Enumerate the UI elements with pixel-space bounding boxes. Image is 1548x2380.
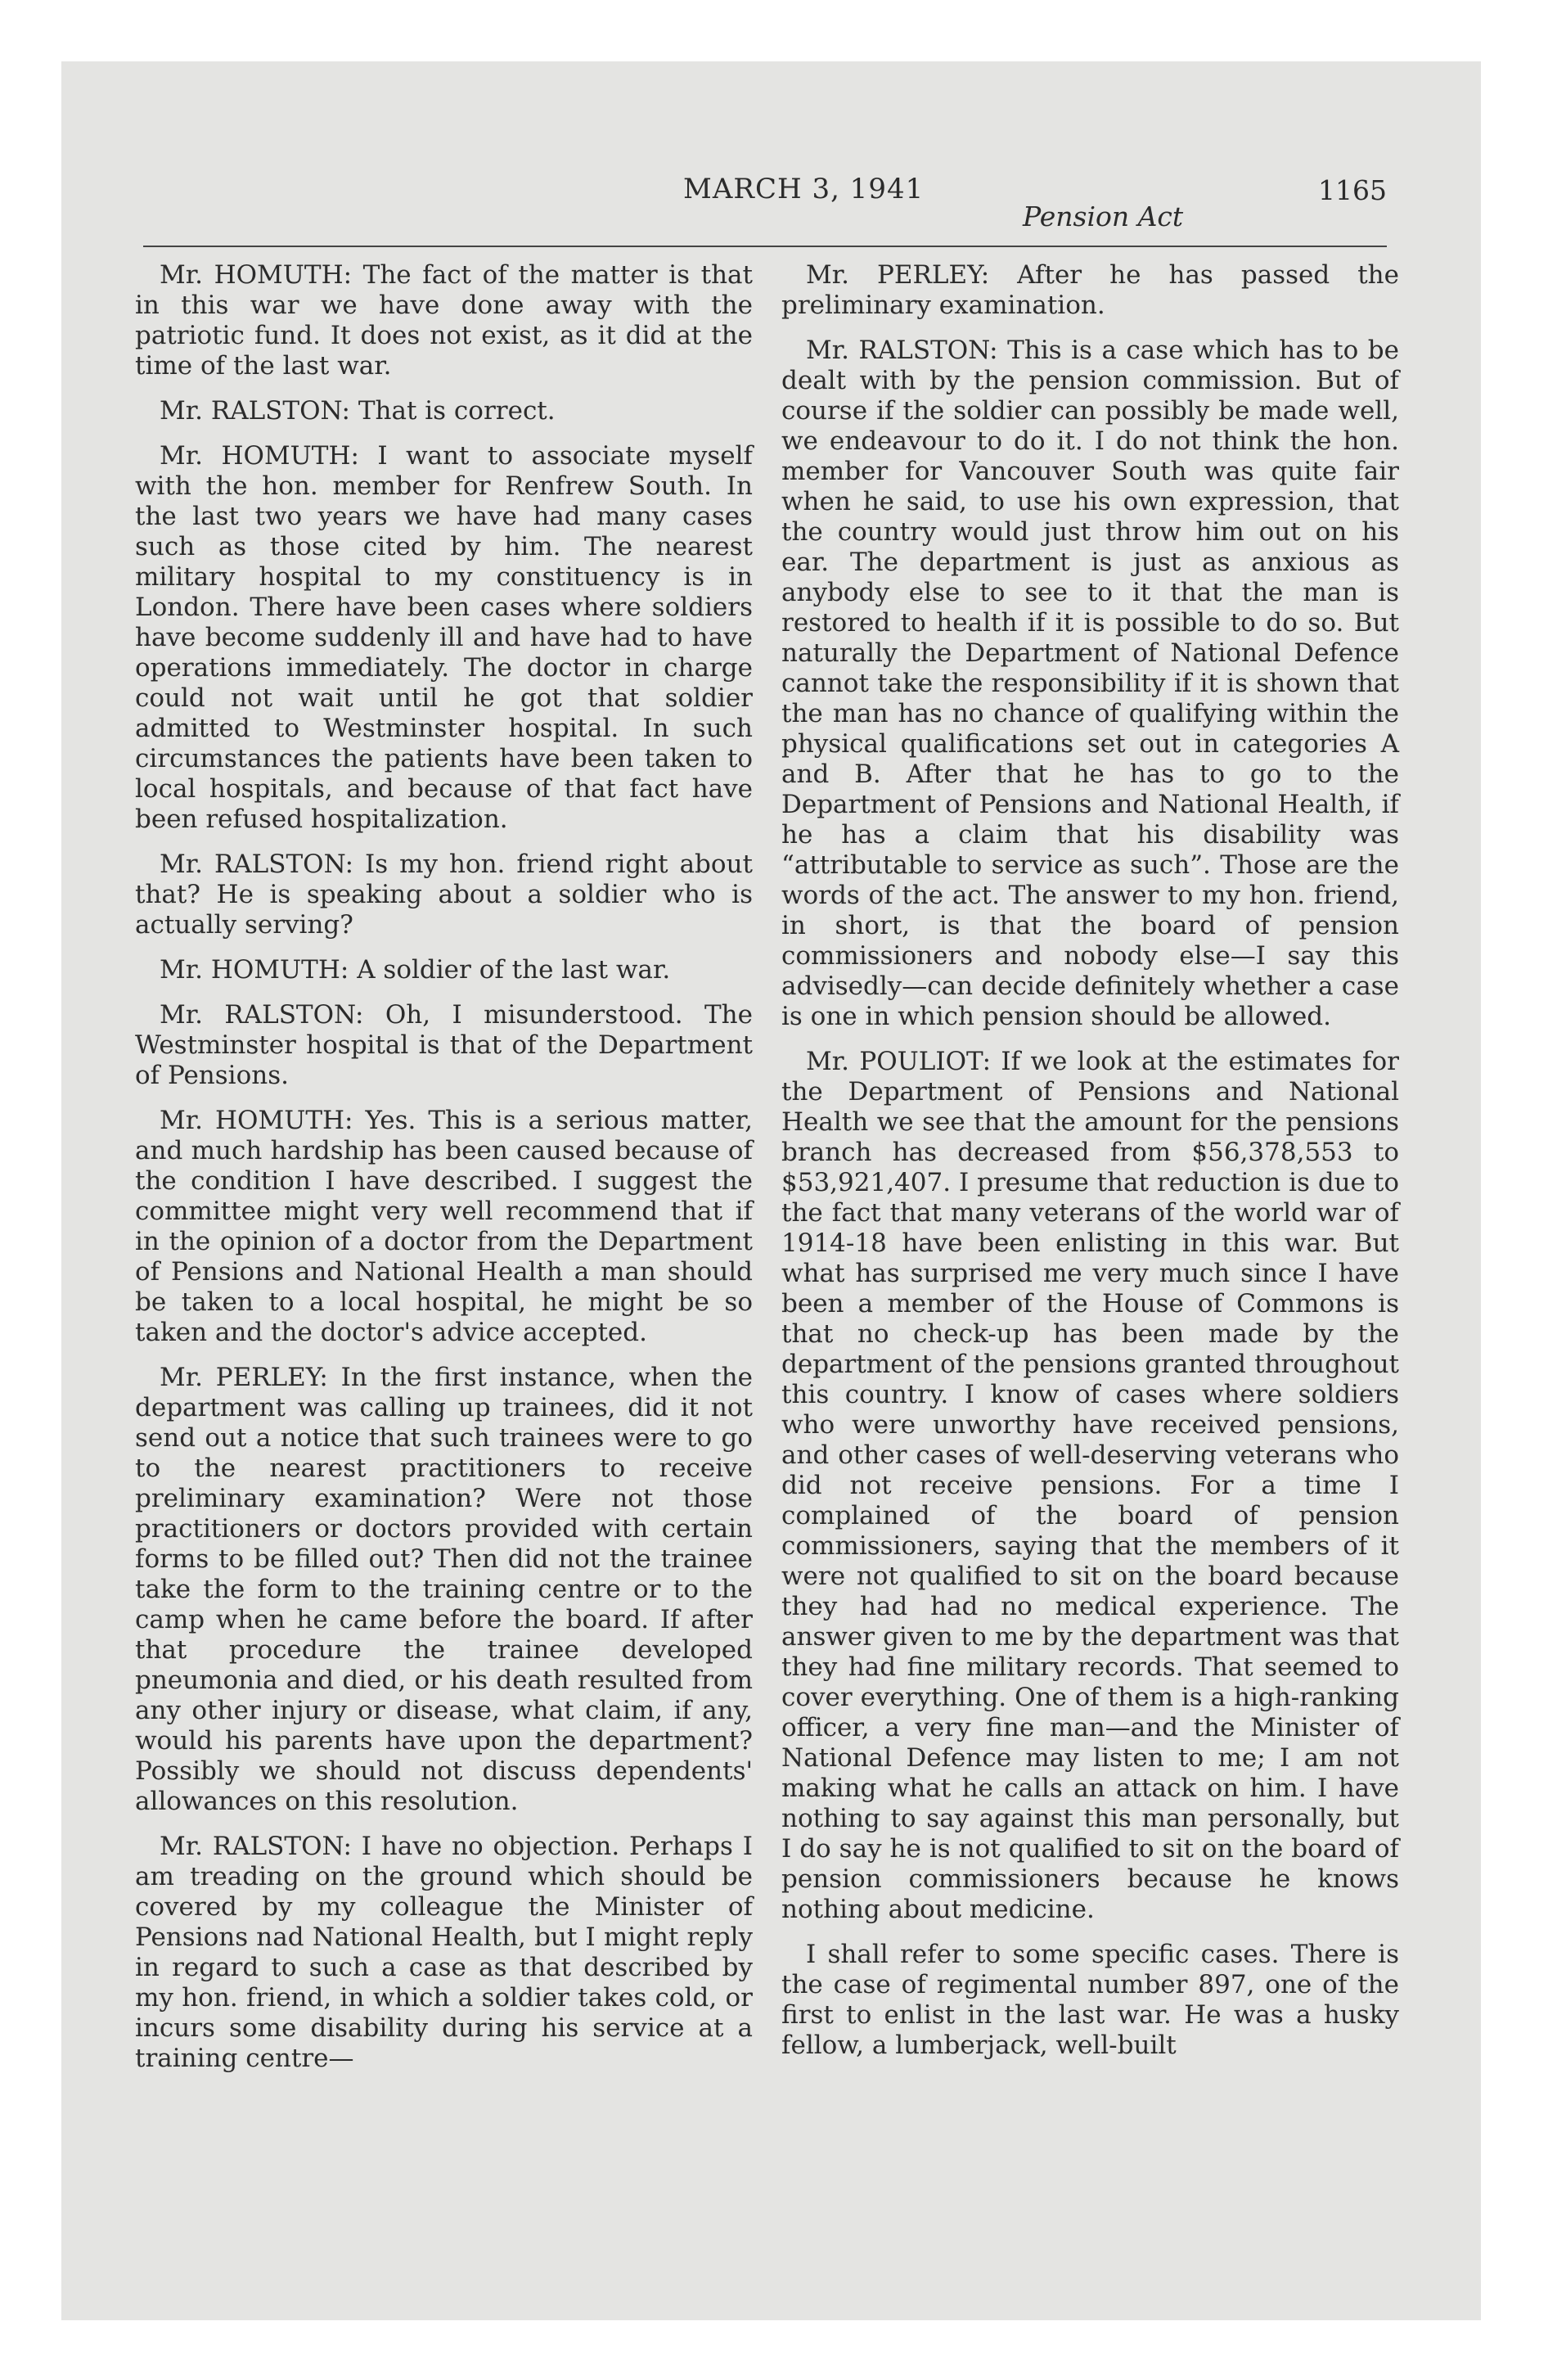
paragraph: Mr. RALSTON: That is correct. [160,396,556,426]
paragraph: Mr. PERLEY: In the first instance, when the department was calling up trainees, did it not send out a notice that such trainees were to go to the nearest practitioners to receive preliminary examination? Were not those practitioners or doctors provided with certain forms to be filled out? Then did not the trainee take the form to the training centre or to the camp when he came before the board. If after that procedure the trainee developed pneumonia and died, or his death resulted from any other injury or disease, what claim, if any, would his parents have upon the department? Possibly we should not discuss dependents' allowances on this resolution. [135,1363,753,1816]
left-column [135,260,753,2257]
paragraph: Mr. HOMUTH: A soldier of the last war. [160,955,671,985]
paragraph: Mr. HOMUTH: I want to associate myself with the hon. member for Renfrew South. In the last two years we have had many cases such as those cited by him. The nearest military hospital to my constituency is in London. There have been cases where soldiers have become suddenly ill and have had to have operations immediately. The doctor in charge could not wait until he got that soldier admitted to Westminster hospital. In such circumstances the patients have been taken to local hospitals, and because of that fact have been refused hospitalization. [135,441,753,834]
paragraph: Mr. RALSTON: This is a case which has to be dealt with by the pension commission. But of course if the soldier can possibly be made well, we endeavour to do it. I do not think the hon. member for Vancouver South was quite fair when he said, to use his own expression, that the country would just throw him out on his ear. The department is just as anxious as anybody else to see to it that the man is restored to health if it is possible to do so. But naturally the Department of National Defence cannot take the responsibility if it is shown that the man has no chance of qualifying within the physical qualifications set out in categories A and B. After that he has to go to the Department of Pensions and National Health, if he has a claim that his disability was “attributable to service as such”. Those are the words of the act. The answer to my hon. friend, in short, is that the board of pension commissioners and nobody else—I say this advisedly—can decide definitely whether a case is one in which pension should be allowed. [781,336,1399,1031]
header-section-title: Pension Act [1023,201,1184,232]
paragraph: Mr. RALSTON: Is my hon. friend right about that? He is speaking about a soldier who is actually serving? [135,850,753,940]
paragraph: Mr. HOMUTH: Yes. This is a serious matter, and much hardship has been caused because of the condition I have described. I suggest the committee might very well recommend that if in the opinion of a doctor from the Department of Pensions and National Health a man should be taken to a local hospital, he might be so taken and the doctor's advice accepted. [135,1106,753,1347]
paragraph: Mr. RALSTON: Oh, I misunderstood. The Westminster hospital is that of the Department of Pensions. [135,1000,753,1090]
right-column [781,260,1399,2257]
paragraph: Mr. PERLEY: After he has passed the preliminary examination. [781,260,1399,320]
paragraph: Mr. RALSTON: I have no objection. Perhaps I am treading on the ground which should be covered by my colleague the Minister of Pensions nad National Health, but I might reply in regard to such a case as that described by my hon. friend, in which a soldier takes cold, or incurs some disability during his service at a training centre— [135,1832,753,2073]
paragraph: Mr. HOMUTH: The fact of the matter is that in this war we have done away with the patriotic fund. It does not exist, as it did at the time of the last war. [135,260,753,381]
header-date: MARCH 3, 1941 [683,173,925,205]
header-rule [143,246,1387,247]
paragraph: Mr. POULIOT: If we look at the estimates for the Department of Pensions and National Health we see that the amount for the pensions branch has decreased from $56,378,553 to $53,921,407. I presume that reduction is due to the fact that many veterans of the world war of 1914-18 have been enlisting in this war. But what has surprised me very much since I have been a member of the House of Commons is that no check-up has been made by the department of the pensions granted throughout this country. I know of cases where soldiers who were unworthy have received pensions, and other cases of well-deserving veterans who did not receive pensions. For a time I complained of the board of pension commissioners, saying that the members of it were not qualified to sit on the board because they had had no medical experience. The answer given to me by the department was that they had fine military records. That seemed to cover everything. One of them is a high-ranking officer, a very fine man—and the Minister of National Defence may listen to me; I am not making what he calls an attack on him. I have nothing to say against this man personally, but I do say he is not qualified to sit on the board of pension commissioners because he knows nothing about medicine. [781,1047,1399,1924]
page-header [143,168,1387,233]
paragraph: I shall refer to some specific cases. There is the case of regimental number 897, one of the first to enlist in the last war. He was a husky fellow, a lumberjack, well-built [781,1940,1399,2060]
header-page-number: 1165 [1318,174,1387,206]
